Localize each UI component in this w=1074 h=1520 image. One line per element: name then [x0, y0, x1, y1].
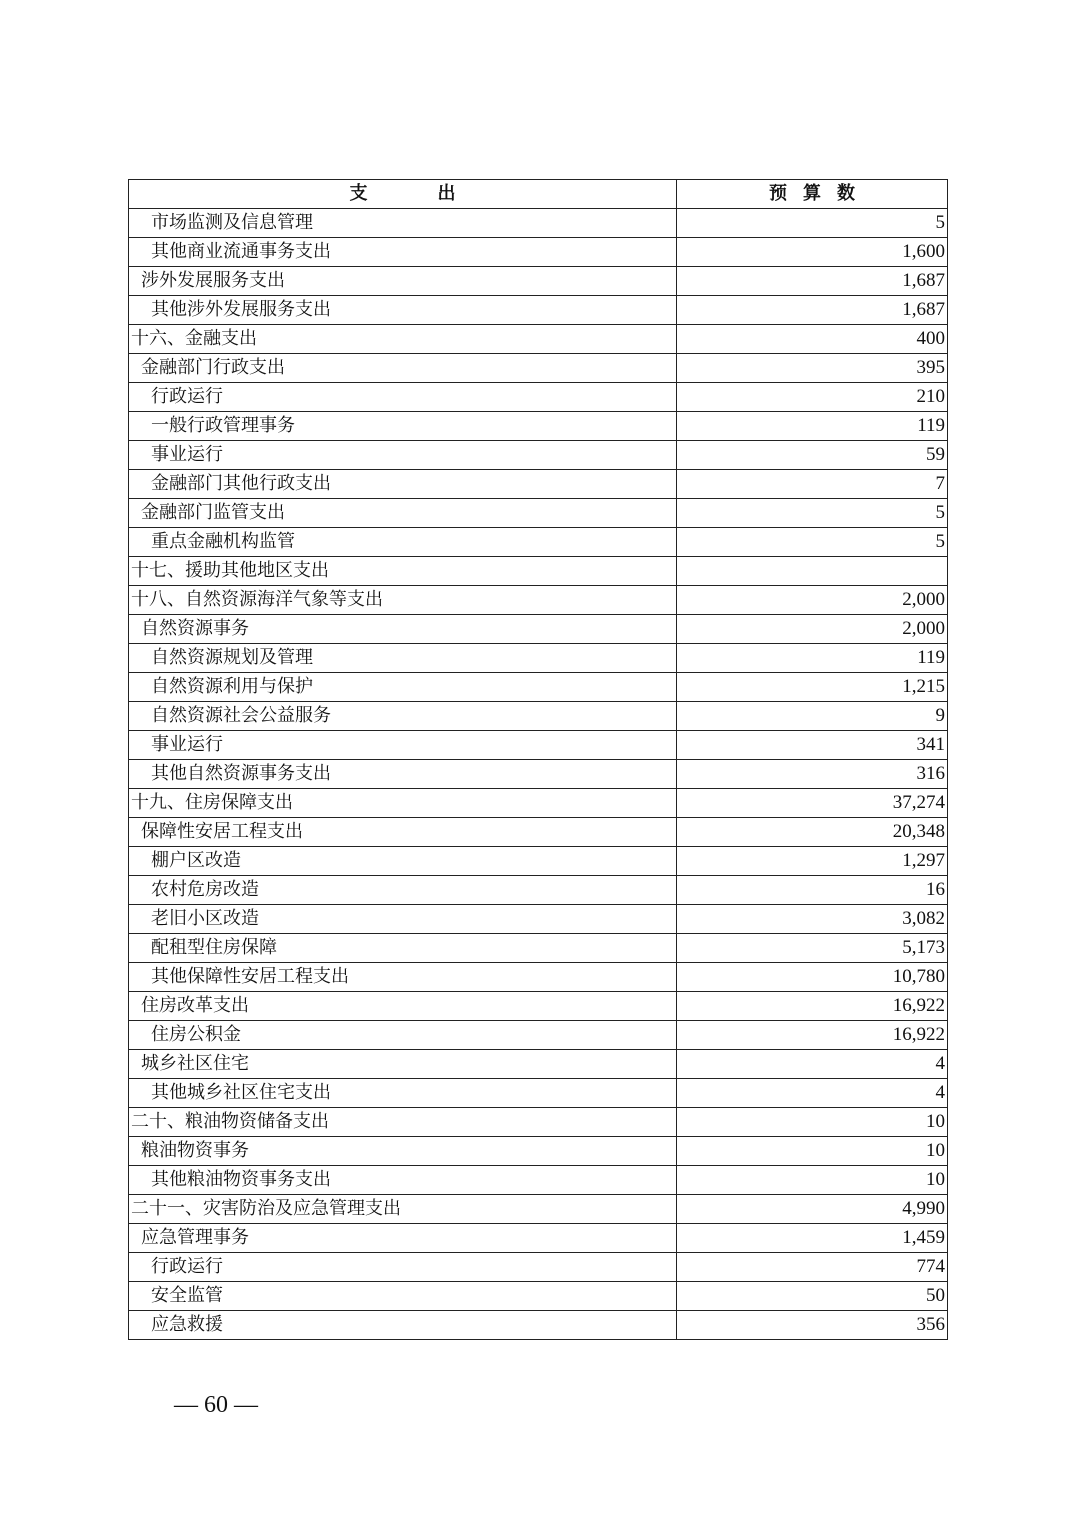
header-expenditure-char2: 出 [437, 183, 456, 204]
row-label: 自然资源利用与保护 [129, 673, 677, 702]
row-value: 395 [677, 354, 948, 383]
row-value: 2,000 [677, 586, 948, 615]
row-value: 1,459 [677, 1224, 948, 1253]
row-value: 10 [677, 1137, 948, 1166]
row-label: 二十一、灾害防治及应急管理支出 [129, 1195, 677, 1224]
row-value: 1,600 [677, 238, 948, 267]
row-value: 1,687 [677, 267, 948, 296]
row-label: 行政运行 [129, 1253, 677, 1282]
table-row [129, 760, 948, 789]
row-label: 保障性安居工程支出 [129, 818, 677, 847]
row-label: 事业运行 [129, 441, 677, 470]
row-label: 配租型住房保障 [129, 934, 677, 963]
row-value: 119 [677, 644, 948, 673]
table-row [129, 470, 948, 499]
row-label: 重点金融机构监管 [129, 528, 677, 557]
row-value: 10,780 [677, 963, 948, 992]
row-value: 119 [677, 412, 948, 441]
table-row [129, 586, 948, 615]
header-budget-char2: 算 [803, 183, 821, 204]
header-expenditure [129, 180, 677, 209]
row-value: 774 [677, 1253, 948, 1282]
row-label: 十九、住房保障支出 [129, 789, 677, 818]
row-value: 10 [677, 1108, 948, 1137]
budget-table [128, 179, 948, 1340]
table-row [129, 354, 948, 383]
header-budget-char1: 预 [769, 183, 787, 204]
row-value: 37,274 [677, 789, 948, 818]
table-row [129, 702, 948, 731]
table-row [129, 1166, 948, 1195]
row-label: 棚户区改造 [129, 847, 677, 876]
row-label: 金融部门行政支出 [129, 354, 677, 383]
table-row [129, 818, 948, 847]
row-label: 行政运行 [129, 383, 677, 412]
row-value: 10 [677, 1166, 948, 1195]
row-value: 3,082 [677, 905, 948, 934]
table-row [129, 557, 948, 586]
row-label: 安全监管 [129, 1282, 677, 1311]
row-label: 其他保障性安居工程支出 [129, 963, 677, 992]
row-value: 1,215 [677, 673, 948, 702]
row-label: 十七、援助其他地区支出 [129, 557, 677, 586]
table-row [129, 441, 948, 470]
table-row [129, 1108, 948, 1137]
table-row [129, 209, 948, 238]
row-value: 59 [677, 441, 948, 470]
row-label: 二十、粮油物资储备支出 [129, 1108, 677, 1137]
row-value [677, 557, 948, 586]
row-label: 应急管理事务 [129, 1224, 677, 1253]
row-value: 50 [677, 1282, 948, 1311]
table-row [129, 1021, 948, 1050]
row-value: 16,922 [677, 992, 948, 1021]
row-value: 400 [677, 325, 948, 354]
table-row [129, 731, 948, 760]
row-label: 金融部门其他行政支出 [129, 470, 677, 499]
table-row [129, 1050, 948, 1079]
row-value: 356 [677, 1311, 948, 1340]
row-value: 5 [677, 499, 948, 528]
row-value: 5 [677, 209, 948, 238]
row-label: 事业运行 [129, 731, 677, 760]
row-value: 5 [677, 528, 948, 557]
row-label: 其他涉外发展服务支出 [129, 296, 677, 325]
row-label: 城乡社区住宅 [129, 1050, 677, 1079]
table-row [129, 847, 948, 876]
row-label: 自然资源事务 [129, 615, 677, 644]
table-row [129, 499, 948, 528]
row-value: 16,922 [677, 1021, 948, 1050]
row-value: 1,297 [677, 847, 948, 876]
row-label: 涉外发展服务支出 [129, 267, 677, 296]
table-header-row [129, 180, 948, 209]
row-value: 9 [677, 702, 948, 731]
table-row [129, 1195, 948, 1224]
table-row [129, 963, 948, 992]
header-budget-char3: 数 [837, 183, 855, 204]
row-label: 其他粮油物资事务支出 [129, 1166, 677, 1195]
table-row [129, 615, 948, 644]
row-label: 粮油物资事务 [129, 1137, 677, 1166]
header-budget [677, 180, 948, 209]
row-label: 农村危房改造 [129, 876, 677, 905]
table-row [129, 934, 948, 963]
row-value: 341 [677, 731, 948, 760]
row-label: 住房公积金 [129, 1021, 677, 1050]
header-expenditure-char1: 支 [349, 183, 368, 204]
table-row [129, 267, 948, 296]
row-value: 1,687 [677, 296, 948, 325]
row-label: 一般行政管理事务 [129, 412, 677, 441]
row-value: 20,348 [677, 818, 948, 847]
table-row [129, 905, 948, 934]
row-label: 住房改革支出 [129, 992, 677, 1021]
row-label: 自然资源规划及管理 [129, 644, 677, 673]
row-label: 其他城乡社区住宅支出 [129, 1079, 677, 1108]
table-row [129, 325, 948, 354]
row-label: 自然资源社会公益服务 [129, 702, 677, 731]
row-value: 210 [677, 383, 948, 412]
table-row [129, 876, 948, 905]
row-value: 5,173 [677, 934, 948, 963]
table-row [129, 412, 948, 441]
table-row [129, 992, 948, 1021]
row-label: 十八、自然资源海洋气象等支出 [129, 586, 677, 615]
table-row [129, 1224, 948, 1253]
row-value: 7 [677, 470, 948, 499]
table-row [129, 789, 948, 818]
table-row [129, 1079, 948, 1108]
row-value: 4 [677, 1079, 948, 1108]
row-label: 其他商业流通事务支出 [129, 238, 677, 267]
page-number: — 60 — [174, 1392, 258, 1418]
row-value: 2,000 [677, 615, 948, 644]
row-value: 316 [677, 760, 948, 789]
row-label: 金融部门监管支出 [129, 499, 677, 528]
table-row [129, 644, 948, 673]
table-row [129, 1253, 948, 1282]
row-label: 其他自然资源事务支出 [129, 760, 677, 789]
row-value: 4,990 [677, 1195, 948, 1224]
table-row [129, 296, 948, 325]
table-row [129, 238, 948, 267]
table-row [129, 1282, 948, 1311]
row-value: 16 [677, 876, 948, 905]
table-row [129, 1137, 948, 1166]
row-label: 应急救援 [129, 1311, 677, 1340]
table-row [129, 1311, 948, 1340]
row-label: 市场监测及信息管理 [129, 209, 677, 238]
table-row [129, 383, 948, 412]
table-row [129, 673, 948, 702]
row-value: 4 [677, 1050, 948, 1079]
table-row [129, 528, 948, 557]
row-label: 十六、金融支出 [129, 325, 677, 354]
row-label: 老旧小区改造 [129, 905, 677, 934]
